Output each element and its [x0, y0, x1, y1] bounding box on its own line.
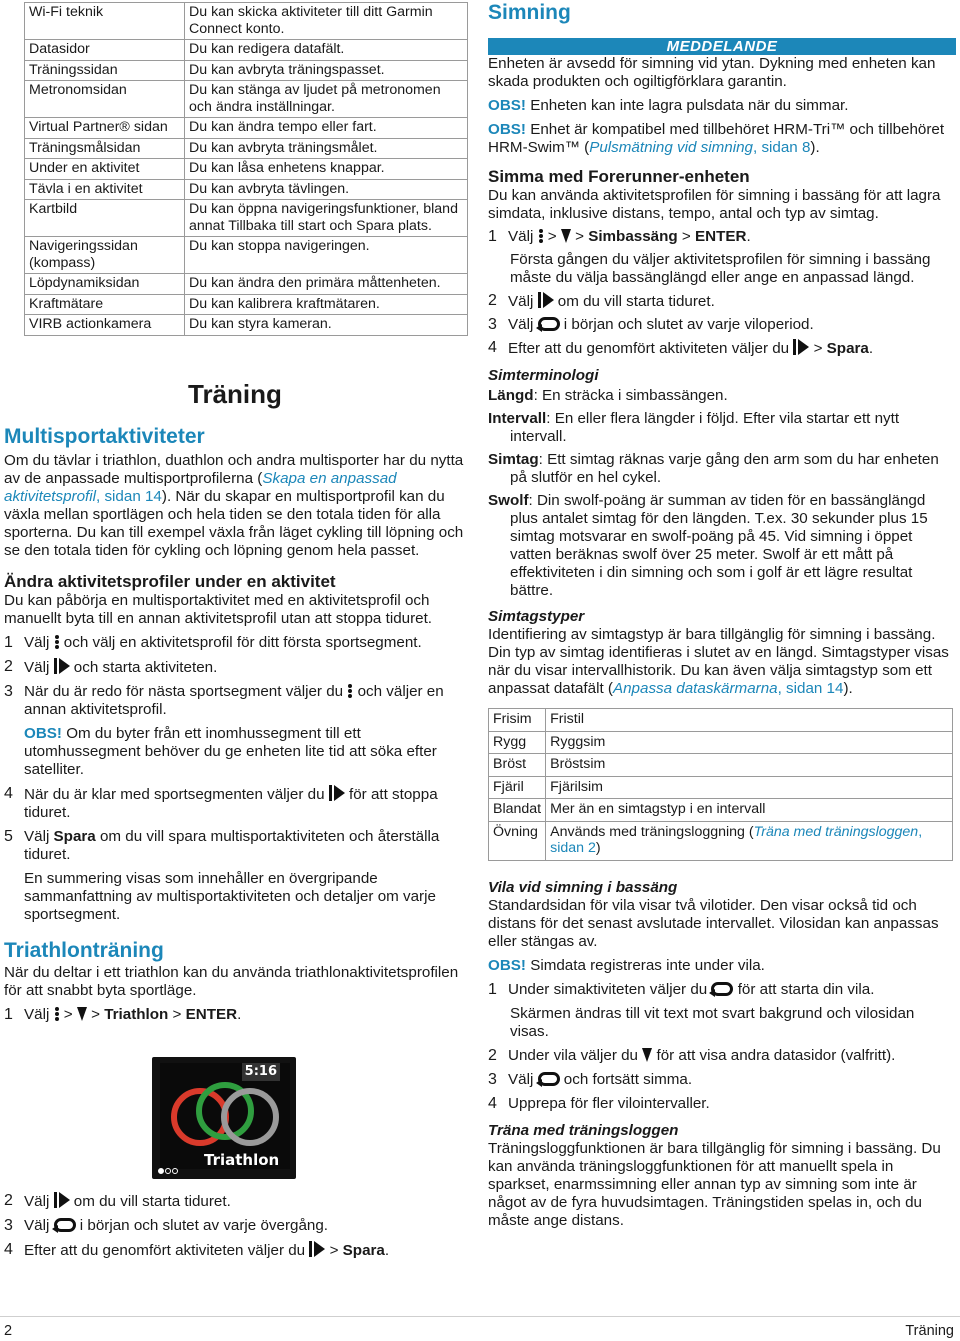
- desc-cell: Du kan ändra tempo eller fart.: [185, 118, 468, 139]
- lap-icon: [538, 1072, 560, 1086]
- tri-step-4: 4 Efter att du genomfört aktiviteten väljer du > Spara.: [4, 1241, 390, 1259]
- key-cell: Tävla i en aktivitet: [25, 179, 185, 200]
- terminology-heading: Simterminologi: [488, 367, 599, 384]
- rest-step-2: 2 Under vila väljer du för att visa andra datasidor (valfritt).: [488, 1046, 896, 1064]
- term-swolf: Swolf: Din swolf-poäng är summan av tiden för en bassänglängd plus antalet simtag för den längden. T.ex. 30 sekunder plus 15 simtag motsvarar en swolf-poäng på 45. Vid simning i öppet vatten beräknas swolf över 25 meter. Swolf är ett mått på effektiviteten i din simning och som i golf är ett lägre resultat bättre.: [488, 492, 928, 599]
- forerunner-intro: Du kan använda aktivitetsprofilen för simning i bassäng för att lagra simdata, inklusive distans, tempo, antal och typ av simtag.: [488, 187, 941, 222]
- multisport-note: OBS! Om du byter från ett inomhussegment till ett utomhussegment behöver du ge enheten lite tid att söka efter satelliter.: [24, 725, 437, 778]
- start-stop-icon: [54, 1192, 70, 1206]
- table-row: [25, 294, 468, 315]
- training-log-text: Träningsloggfunktionen är bara tillgänglig för simning i bassäng. Du kan använda träningsloggfunktionen för att manuellt spela in sparkset, enarmssimning eller annan typ av simning som inte är något av de fyra huvudsimtagen. Träningstiden spelas in, och du måste ange distans.: [488, 1139, 941, 1229]
- watch-label: Triathlon: [204, 1151, 280, 1169]
- left-column-bottom: [4, 1192, 468, 1260]
- lap-icon: [54, 1218, 76, 1232]
- start-stop-icon: [329, 785, 345, 799]
- table-row: [489, 799, 953, 822]
- desc-cell: Du kan skicka aktiviteter till ditt Garmin Connect konto.: [185, 3, 468, 40]
- rest-intro: Standardsidan för vila visar två vilotider. Den visar också tid och distans för det senast avslutade intervallet. Vilosidan kan anpassas eller stängas av.: [488, 896, 939, 950]
- page-dots: [158, 1161, 179, 1179]
- forerunner-heading: Simma med Forerunner-enheten: [488, 167, 750, 186]
- swim-note-2: OBS! Enhet är kompatibel med tillbehöret HRM-Tri™ och tillbehöret HRM-Swim™ (Pulsmätning vid simning, sidan 8).: [488, 121, 945, 156]
- footer-rule: [0, 1316, 960, 1317]
- desc-cell: Du kan kalibrera kraftmätaren.: [185, 294, 468, 315]
- tri-step-1: 1 Välj > > Triathlon > ENTER.: [4, 1006, 242, 1023]
- menu-icon: [538, 229, 544, 243]
- term-length: Längd: En sträcka i simbassängen.: [488, 387, 728, 404]
- key-cell: Virtual Partner® sidan: [25, 118, 185, 139]
- table-row: [25, 138, 468, 159]
- term-stroke: Simtag: Ett simtag räknas varje gång den arm som du har enheten på slutför en hel cykel.: [488, 451, 939, 486]
- triathlon-intro: När du deltar i ett triathlon kan du använda triathlonaktivitetsprofilen för att snabbt byta sportläge.: [4, 964, 459, 999]
- stroke-types-intro: Identifiering av simtagstyp är bara tillgänglig för simning i bassäng. Din typ av simtag identifieras i slutet av en längd. Simtagstyper visas när du visar intervallhistorik. Du kan även välja simtagstyp som ett anpassat datafält (Anpassa dataskärmarna, sidan 14).: [488, 626, 949, 697]
- lap-icon: [538, 317, 560, 331]
- swim-step-1-detail: Första gången du väljer aktivitetsprofilen för simning i bassäng måste du välja bassänglängd eller ange en anpassad längd.: [510, 251, 931, 286]
- rest-step-1: 1 Under simaktiviteten väljer du för att starta din vila.: [488, 980, 875, 998]
- table-row: [25, 40, 468, 61]
- menu-icon: [347, 684, 353, 698]
- stroke-desc-cell: Fjärilsim: [546, 776, 953, 799]
- table-row: [25, 159, 468, 180]
- key-cell: Löpdynamiksidan: [25, 274, 185, 295]
- key-cell: Wi-Fi teknik: [25, 3, 185, 40]
- step-5: 5 Välj Spara om du vill spara multisportaktiviteten och återställa tiduret.: [4, 828, 440, 863]
- key-function-table: [24, 2, 468, 336]
- watch-time: 5:16: [242, 1063, 280, 1081]
- start-stop-icon: [538, 292, 554, 306]
- link-data-screens[interactable]: Anpassa dataskärmarna: [612, 680, 778, 697]
- desc-cell: Du kan stoppa navigeringen.: [185, 237, 468, 274]
- rest-step-3: 3 Välj och fortsätt simma.: [488, 1070, 693, 1088]
- term-interval: Intervall: En eller flera längder i följd. Efter vila startar ett nytt intervall.: [488, 410, 900, 445]
- stroke-types-heading: Simtagstyper: [488, 608, 585, 625]
- down-icon: [77, 1007, 87, 1021]
- swim-step-1: 1 Välj > > Simbassäng > ENTER.: [488, 228, 751, 245]
- desc-cell: Du kan styra kameran.: [185, 315, 468, 336]
- desc-cell: Du kan öppna navigeringsfunktioner, bland annat Tillbaka till start och Spara plats.: [185, 200, 468, 237]
- table-row: [25, 118, 468, 139]
- rest-step-4: 4 Upprepa för fler vilointervaller.: [488, 1094, 710, 1112]
- step-1: 1 Välj och välj en aktivitetsprofil för ditt första sportsegment.: [4, 634, 422, 651]
- right-column: [488, 0, 956, 1230]
- table-row: [25, 200, 468, 237]
- menu-icon: [54, 635, 60, 649]
- key-cell: Kraftmätare: [25, 294, 185, 315]
- swim-note-1: OBS! Enheten kan inte lagra pulsdata när du simmar.: [488, 97, 849, 114]
- table-row: [25, 3, 468, 40]
- desc-cell: Du kan avbryta träningsmålet.: [185, 138, 468, 159]
- training-log-heading: Träna med träningsloggen: [488, 1121, 679, 1139]
- step-3: 3 När du är redo för nästa sportsegment väljer du och väljer en annan aktivitetsprofil.: [4, 683, 444, 718]
- desc-cell: Du kan avbryta tävlingen.: [185, 179, 468, 200]
- multisport-summary: En summering visas som innehåller en övergripande sammanfattning av multisportaktiviteten och detaljer om varje sportsegment.: [24, 870, 436, 923]
- stroke-code-cell: Bröst: [489, 754, 546, 777]
- desc-cell: Du kan ändra den primära måttenheten.: [185, 274, 468, 295]
- rest-heading: Vila vid simning i bassäng: [488, 878, 678, 896]
- triathlon-rings-icon: [160, 1071, 290, 1157]
- table-row: [25, 237, 468, 274]
- table-row: [489, 776, 953, 799]
- key-cell: Träningsmålsidan: [25, 138, 185, 159]
- start-stop-icon: [54, 658, 70, 672]
- table-row: [489, 731, 953, 754]
- desc-cell: Du kan avbryta träningspasset.: [185, 60, 468, 81]
- stroke-code-cell: Blandat: [489, 799, 546, 822]
- swim-step-2: 2 Välj om du vill starta tiduret.: [488, 292, 715, 310]
- key-cell: VIRB actionkamera: [25, 315, 185, 336]
- rest-step-1-detail: Skärmen ändras till vit text mot svart bakgrund och vilosidan visas.: [510, 1004, 915, 1040]
- key-cell: Metronomsidan: [25, 81, 185, 118]
- left-column: [4, 424, 468, 1024]
- notice-text: Enheten är avsedd för simning vid ytan. Dykning med enheten kan skada produkten och ogiltigförklara garantin.: [488, 55, 936, 90]
- stroke-desc-cell: Fristil: [546, 709, 953, 732]
- stroke-desc-cell: Ryggsim: [546, 731, 953, 754]
- swim-step-3: 3 Välj i början och slutet av varje viloperiod.: [488, 316, 814, 333]
- desc-cell: Du kan låsa enhetens knappar.: [185, 159, 468, 180]
- key-cell: Kartbild: [25, 200, 185, 237]
- down-icon: [642, 1048, 652, 1062]
- menu-icon: [54, 1007, 60, 1021]
- swim-heading: Simning: [488, 1, 571, 24]
- key-cell: Navigeringssidan (kompass): [25, 237, 185, 274]
- link-hr-swim[interactable]: Pulsmätning vid simning: [589, 139, 753, 156]
- tri-step-2: 2 Välj om du vill starta tiduret.: [4, 1192, 231, 1210]
- stroke-code-cell: Frisim: [489, 709, 546, 732]
- stroke-code-cell: Fjäril: [489, 776, 546, 799]
- table-row: Övning Används med träningsloggning (Träna med träningsloggen, sidan 2): [489, 821, 953, 860]
- start-stop-icon: [793, 339, 809, 353]
- stroke-desc-cell: Bröstsim: [546, 754, 953, 777]
- swim-step-4: 4 Efter att du genomfört aktiviteten väljer du > Spara.: [488, 339, 874, 357]
- key-cell: Datasidor: [25, 40, 185, 61]
- desc-cell: Du kan redigera datafält.: [185, 40, 468, 61]
- down-icon: [561, 229, 571, 243]
- notice-banner: MEDDELANDE: [488, 38, 956, 55]
- key-cell: Under en aktivitet: [25, 159, 185, 180]
- table-row: [25, 81, 468, 118]
- step-2: 2 Välj och starta aktiviteten.: [4, 658, 218, 676]
- triathlon-heading: Triathlonträning: [4, 939, 164, 962]
- start-stop-icon: [309, 1241, 325, 1255]
- page-number: 2: [4, 1323, 13, 1339]
- tri-step-3: 3 Välj i början och slutet av varje övergång.: [4, 1217, 329, 1234]
- stroke-types-table: [488, 708, 953, 861]
- rest-note: OBS! Simdata registreras inte under vila.: [488, 956, 765, 974]
- change-profile-heading: Ändra aktivitetsprofiler under en aktivitet: [4, 572, 336, 591]
- step-4: 4 När du är klar med sportsegmenten väljer du för att stoppa tiduret.: [4, 785, 438, 821]
- table-row: [489, 709, 953, 732]
- stroke-desc-cell: Mer än en simtagstyp i en intervall: [546, 799, 953, 822]
- lap-icon: [711, 982, 733, 996]
- watch-screen-image: [152, 1057, 296, 1179]
- link-custom-profile[interactable]: Skapa en anpassad aktivitetsprofil: [4, 470, 397, 505]
- page-title: Träning: [188, 379, 282, 409]
- change-profile-intro: Du kan påbörja en multisportaktivitet med en aktivitetsprofil och manuellt byta till en annan aktivitetsprofil utan att stoppa tiduret.: [4, 592, 433, 627]
- table-row: [25, 274, 468, 295]
- table-row: [489, 754, 953, 777]
- footer-section: Träning: [905, 1323, 954, 1339]
- table-row: [25, 60, 468, 81]
- key-cell: Träningssidan: [25, 60, 185, 81]
- desc-cell: Du kan stänga av ljudet på metronomen och ändra inställningar.: [185, 81, 468, 118]
- multisport-intro: Om du tävlar i triathlon, duathlon och andra multisporter har du nytta av de anpassade multisportprofilerna (Skapa en anpassad aktivitetsprofil, sidan 14). När du skapar en multisportprofil kan du växla mellan sportlägen och hela tiden se den totala tiden för alla sporterna. Du kan till exempel växla från läget cykling till löpning och se den totala tiden för cykling och löpning genom hela passet.: [4, 452, 464, 559]
- stroke-code-cell: Rygg: [489, 731, 546, 754]
- table-row: [25, 315, 468, 336]
- table-row: [25, 179, 468, 200]
- link-training-log[interactable]: Träna med träningsloggen: [753, 823, 919, 840]
- multisport-heading: Multisportaktiviteter: [4, 425, 205, 448]
